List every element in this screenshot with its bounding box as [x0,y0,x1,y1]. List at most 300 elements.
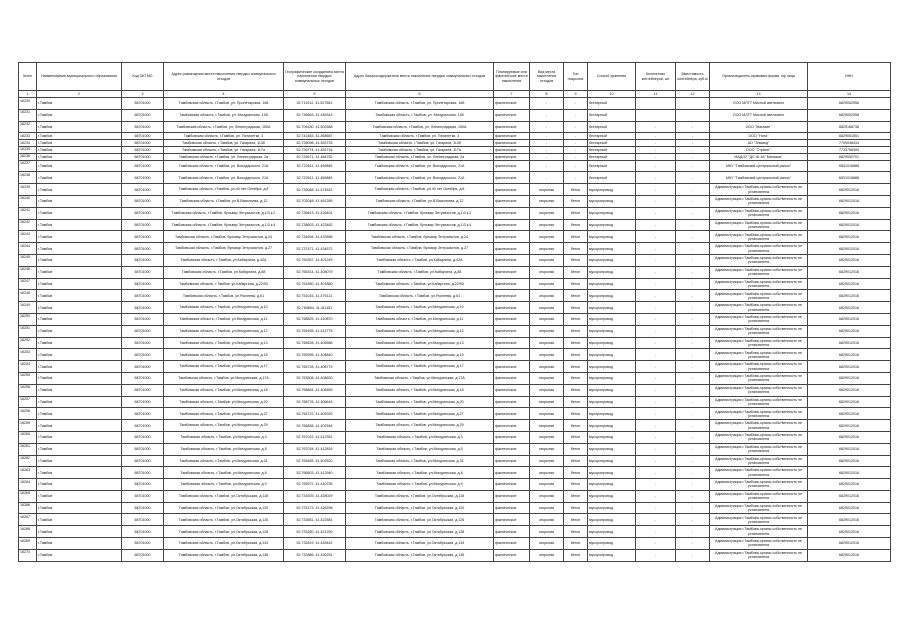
container-volume-cell: - [676,443,710,455]
municipality-cell: г.Тамбов [37,146,122,153]
storage-cell: мусоропровод [588,278,636,290]
municipality-cell: г.Тамбов [37,502,122,514]
storage-cell: бестарный [588,109,636,121]
column-number: 14 [808,91,891,98]
oktmo-cell: 68701000 [122,254,164,266]
organization-cell: Администрация г.Тамбова,органы собственность не установлена [710,372,808,384]
organization-cell: Администрация г.Тамбова,органы собственность не установлена [710,431,808,443]
table-row [19,184,891,196]
address-cell: Тамбовская область, г.Тамбов, ул.Октябрьская, д.128 [164,526,284,538]
cover-cell: бетон [564,431,588,443]
storage-cell: бестарный [588,146,636,153]
oktmo-cell: 68701000 [122,479,164,491]
coordinates-cell: 52.768864, 41.408559 [284,384,346,396]
organization-cell: Администрация г.Тамбова,органы собственность не установлена [710,443,808,455]
column-number: 12 [676,91,710,98]
organization-cell: Администрация г.Тамбова,органы собственность не установлена [710,184,808,196]
container-count-cell: - [636,254,676,266]
municipality-cell: г.Тамбов [37,526,122,538]
coordinates-cell: 52.739088, 41.474531 [284,184,346,196]
municipality-cell: г.Тамбов [37,313,122,325]
organization-cell: Администрация г.Тамбова,органы собственность не установлена [710,408,808,420]
oktmo-cell: 68701000 [122,420,164,432]
organization-cell: Администрация г.Тамбова,органы собственность не установлена [710,526,808,538]
col-header-address: Адрес размещения места накопления твердых коммунальных отходов [164,63,284,91]
row-id: 16249 [19,302,37,314]
row-id: 16250 [19,313,37,325]
planned-cell: фактическое [494,420,530,432]
address-cell: Тамбовская область, г.Тамбов, ул. Пятилетки, 3 [164,133,284,140]
coordinates-cell: 52.764722, 41.402925 [284,408,346,420]
container-volume-cell: - [676,254,710,266]
row-id: 16246 [19,266,37,278]
col-header-organization: Организационно-правовая форма, юр лица [710,63,808,91]
table-row [19,172,891,184]
planned-cell: фактическое [494,502,530,514]
organization-cell: ООО "Нота" [710,133,808,140]
inn-cell: 6829012016 [808,290,891,302]
municipality-cell: г.Тамбов [37,140,122,147]
municipality-cell: г.Тамбов [37,420,122,432]
storage-cell: мусоропровод [588,184,636,196]
municipality-cell: г.Тамбов [37,98,122,110]
container-count-cell: - [636,490,676,502]
storage-cell: мусоропровод [588,408,636,420]
container-volume-cell: - [676,538,710,550]
site-kind-cell: открытая [530,396,564,408]
row-id: 16255 [19,372,37,384]
oktmo-cell: 68701000 [122,384,164,396]
municipality-cell: г.Тамбов [37,467,122,479]
column-number: 3 [122,91,164,98]
coordinates-cell: 52.742483, 41.468687 [284,133,346,140]
col-header-storage: Способ хранения [588,63,636,91]
coordinates-cell: 52.733173, 41.426298 [284,502,346,514]
storage-cell: мусоропровод [588,290,636,302]
storage-cell: мусоропровод [588,526,636,538]
site-kind-cell: открытая [530,502,564,514]
row-id: 16266 [19,502,37,514]
planned-cell: фактическое [494,431,530,443]
coordinates-cell: 52.765314, 41.408079 [284,266,346,278]
holder-address-cell: Тамбовская область, г.Тамбов, ул. Гагарина, 113б [346,140,494,147]
holder-address-cell: Тамбовская область, г.Тамбов, ул.Мичуринская, д.5 [346,443,494,455]
cover-cell: - [564,140,588,147]
site-kind-cell: открытая [530,278,564,290]
planned-cell: фактическое [494,337,530,349]
oktmo-cell: 68701000 [122,160,164,172]
container-count-cell: - [636,195,676,207]
coordinates-cell: 52.722611, 41.459889 [284,172,346,184]
inn-cell: 6829012016 [808,325,891,337]
row-id: 16236 [19,153,37,160]
inn-cell: 6829012016 [808,549,891,561]
storage-cell: мусоропровод [588,479,636,491]
organization-cell: Администрация г.Тамбова,органы собственность не установлена [710,243,808,255]
holder-address-cell: Тамбовская область, г.Тамбов, бульвар Энтузиастов, д.27 [346,243,494,255]
municipality-cell: г.Тамбов [37,278,122,290]
inn-cell: 6829012016 [808,479,891,491]
municipality-cell: г.Тамбов [37,538,122,550]
row-id: 16267 [19,514,37,526]
container-count-cell: - [636,184,676,196]
col-header-coordinates: Географические координаты места накопления твердых коммунальных отходов [284,63,346,91]
container-count-cell: - [636,290,676,302]
container-volume-cell [676,109,710,121]
col-header-inn: ИНН [808,63,891,91]
table-row [19,479,891,491]
coordinates-cell: 52.767034, 41.412816 [284,443,346,455]
storage-cell: мусоропровод [588,349,636,361]
oktmo-cell: 68701000 [122,526,164,538]
holder-address-cell: Тамбовская область, г.Тамбов, ул.Мичуринская, д.31 [346,455,494,467]
table-row [19,160,891,172]
inn-cell: 6831016888 [808,160,891,172]
table-row [19,140,891,147]
planned-cell: фактическое [494,479,530,491]
site-kind-cell: открытая [530,455,564,467]
planned-cell: фактическое [494,514,530,526]
organization-cell: Администрация г.Тамбова,органы собственность не установлена [710,490,808,502]
column-number: 2 [37,91,122,98]
holder-address-cell: Тамбовская область, г.Тамбов, ул.Мичуринская, д.11 [346,313,494,325]
municipality-cell: г.Тамбов [37,372,122,384]
storage-cell: мусоропровод [588,396,636,408]
table-row [19,549,891,561]
storage-cell: мусоропровод [588,313,636,325]
inn-cell: 6829012016 [808,302,891,314]
row-id: 16237 [19,160,37,172]
table-row [19,455,891,467]
site-kind-cell: - [530,133,564,140]
coordinates-cell: 52.725671, 41.484752 [284,153,346,160]
site-kind-cell: - [530,172,564,184]
site-kind-cell: открытая [530,337,564,349]
site-kind-cell: - [530,109,564,121]
row-id: 16242 [19,219,37,231]
container-count-cell: - [636,455,676,467]
organization-cell: ООО МЛТТ Мясной светкомпл [710,109,808,121]
holder-address-cell: Тамбовская область, г.Тамбов, ул.Октябрьская, д.126 [346,514,494,526]
table-row [19,467,891,479]
organization-cell: Администрация г.Тамбова,органы собственность не установлена [710,455,808,467]
row-id: 16254 [19,361,37,373]
container-count-cell: - [636,408,676,420]
container-count-cell: - [636,231,676,243]
planned-cell: фактическое [494,243,530,255]
holder-address-cell: Тамбовская область, г.Тамбов, ул.Мичуринская, д.15 [346,349,494,361]
oktmo-cell: 68701000 [122,278,164,290]
cover-cell: бетон [564,361,588,373]
planned-cell: фактическое [494,443,530,455]
container-count-cell: - [636,443,676,455]
holder-address-cell: Тамбовская область, г.Тамбов, бульвар Энтузиастов, д.1/3 к.4 [346,219,494,231]
address-cell: Тамбовская область, г.Тамбов, ул.Октябрьская, д.136 [164,549,284,561]
site-kind-cell: открытая [530,325,564,337]
inn-cell: 6831016888 [808,172,891,184]
oktmo-cell: 68701000 [122,153,164,160]
container-volume-cell: - [676,290,710,302]
municipality-cell: г.Тамбов [37,302,122,314]
site-kind-cell: открытая [530,490,564,502]
site-kind-cell: - [530,98,564,110]
inn-cell: 6829012016 [808,502,891,514]
planned-cell: фактическое [494,109,530,121]
storage-cell: мусоропровод [588,302,636,314]
organization-cell: ООО "Стратег" [710,146,808,153]
holder-address-cell: Тамбовская область, г.Тамбов, ул.В.Васильева, д.12 [346,195,494,207]
container-volume-cell: - [676,133,710,140]
planned-cell: фактическое [494,526,530,538]
cover-cell: бетон [564,549,588,561]
municipality-cell: г.Тамбов [37,266,122,278]
cover-cell: бетон [564,349,588,361]
inn-cell: 6829012016 [808,195,891,207]
storage-cell: бестарный [588,153,636,160]
site-kind-cell: открытая [530,349,564,361]
column-number: 5 [284,91,346,98]
site-kind-cell: - [530,140,564,147]
table-row [19,302,891,314]
row-id: 16230 [19,98,37,110]
container-count-cell [636,98,676,110]
organization-cell: Администрация г.Тамбова,органы собственность не установлена [710,361,808,373]
cover-cell: бетон [564,490,588,502]
container-count-cell: - [636,121,676,133]
site-kind-cell: открытая [530,290,564,302]
municipality-cell: г.Тамбов [37,396,122,408]
municipality-cell: г.Тамбов [37,160,122,172]
planned-cell: фактическое [494,231,530,243]
inn-cell: 6829012016 [808,514,891,526]
site-kind-cell: открытая [530,479,564,491]
planned-cell: фактическое [494,467,530,479]
container-volume-cell: - [676,526,710,538]
column-number: 10 [588,91,636,98]
address-cell: Тамбовская область, г.Тамбов, ул.Октябрьская, д.126 [164,514,284,526]
oktmo-cell: 68701000 [122,121,164,133]
cover-cell: бетон [564,243,588,255]
cover-cell: бетон [564,231,588,243]
row-id: 16247 [19,278,37,290]
organization-cell: Администрация г.Тамбова,органы собственность не установлена [710,396,808,408]
organization-cell: Администрация г.Тамбова,органы собственность не установлена [710,337,808,349]
cover-cell: - [564,109,588,121]
container-count-cell: - [636,313,676,325]
site-kind-cell: открытая [530,302,564,314]
storage-cell: мусоропровод [588,549,636,561]
cover-cell: бетон [564,396,588,408]
organization-cell: Администрация г.Тамбова,органы собственность не установлена [710,254,808,266]
container-volume-cell: - [676,479,710,491]
address-cell: Тамбовская область, г.Тамбов, ул.Мичуринская, д.11 [164,313,284,325]
site-kind-cell: - [530,121,564,133]
container-volume-cell: - [676,490,710,502]
row-id: 16262 [19,455,37,467]
container-count-cell: - [636,302,676,314]
storage-cell: бестарный [588,121,636,133]
site-kind-cell: открытая [530,361,564,373]
cover-cell: бетон [564,254,588,266]
coordinates-cell: 52.761850, 41.401880 [284,278,346,290]
holder-address-cell: Тамбовская область, г.Тамбов, ул.Мичуринская, д.27 [346,408,494,420]
planned-cell: фактическое [494,384,530,396]
coordinates-cell: 52.736813, 41.426401 [284,207,346,219]
coordinates-cell: 52.726774, 41.452716 [284,146,346,153]
oktmo-cell: 68701000 [122,133,164,140]
holder-address-cell: Тамбовская область, г.Тамбов, ул.Октябрьская, д.134 [346,538,494,550]
oktmo-cell: 68701000 [122,302,164,314]
organization-cell: МКУ "Тамбовский центральный рынок" [710,172,808,184]
address-cell: Тамбовская область, г.Тамбов, ул. Ленинградская, 2а [164,153,284,160]
holder-address-cell: Тамбовская область, г.Тамбов, бульвар Энтузиастов, д.1/3 к.2 [346,207,494,219]
holder-address-cell: Тамбовская область, г.Тамбов, ул.Октябрьская, д.120 [346,502,494,514]
municipality-cell: г.Тамбов [37,325,122,337]
container-count-cell: - [636,396,676,408]
container-volume-cell: - [676,431,710,443]
table-row [19,396,891,408]
inn-cell: 6829012016 [808,526,891,538]
municipality-cell: г.Тамбов [37,231,122,243]
municipality-cell: г.Тамбов [37,172,122,184]
cover-cell: - [564,121,588,133]
col-header-container-count: Количество контейнеров, шт [636,63,676,91]
container-volume-cell [676,98,710,110]
coordinates-cell: 52.722611, 41.459889 [284,160,346,172]
holder-address-cell: Тамбовская область, г.Тамбов, ул.Мичуринская, д.18 [346,384,494,396]
container-volume-cell: - [676,549,710,561]
organization-cell: МКУ "Тамбовский центральный рынок" [710,160,808,172]
inn-cell: 6829052958 [808,109,891,121]
oktmo-cell: 68701000 [122,231,164,243]
container-count-cell: - [636,219,676,231]
storage-cell: мусоропровод [588,420,636,432]
address-cell: Тамбовская область, г.Тамбов, ул.Рылеева, д.61 [164,290,284,302]
inn-cell: 6829012016 [808,467,891,479]
inn-cell: 7733758393 [808,146,891,153]
table-row [19,538,891,550]
address-cell: Тамбовская область, г.Тамбов, ул.Мичуринская, д.5 [164,443,284,455]
table-row [19,325,891,337]
row-id: 16251 [19,325,37,337]
address-cell: Тамбовская область, г.Тамбов, ул.Мичуринская, д.13 [164,337,284,349]
site-kind-cell: открытая [530,538,564,550]
oktmo-cell: 68701000 [122,184,164,196]
municipality-cell: г.Тамбов [37,349,122,361]
municipality-cell: г.Тамбов [37,290,122,302]
site-kind-cell: открытая [530,526,564,538]
oktmo-cell: 68701000 [122,140,164,147]
cover-cell: бетон [564,266,588,278]
row-id: 16239 [19,184,37,196]
coordinates-cell: 52.734694, 41.433556 [284,231,346,243]
site-kind-cell: открытая [530,431,564,443]
coordinates-cell: 52.733929, 41.428029 [284,490,346,502]
site-kind-cell: открытая [530,184,564,196]
container-volume-cell: - [676,146,710,153]
municipality-cell: г.Тамбов [37,384,122,396]
storage-cell: мусоропровод [588,431,636,443]
address-cell: Тамбовская область, г.Тамбов, ул.Октябрьская, д.134 [164,538,284,550]
municipality-cell: г.Тамбов [37,121,122,133]
coordinates-cell: 52.732886, 41.420251 [284,549,346,561]
planned-cell: фактическое [494,195,530,207]
container-volume-cell: - [676,396,710,408]
organization-cell: МАДОУ "ДС № 48 "Малыши" [710,153,808,160]
planned-cell: фактическое [494,490,530,502]
table-row [19,195,891,207]
site-kind-cell: открытая [530,266,564,278]
cover-cell: бетон [564,443,588,455]
site-kind-cell: открытая [530,514,564,526]
container-volume-cell: - [676,313,710,325]
address-cell: Тамбовская область, г.Тамбов, ул.Мичуринская, д.12 [164,325,284,337]
container-volume-cell: - [676,372,710,384]
cover-cell: бетон [564,384,588,396]
container-count-cell: - [636,140,676,147]
container-volume-cell: - [676,266,710,278]
municipality-cell: г.Тамбов [37,514,122,526]
table-row [19,231,891,243]
column-number: 7 [494,91,530,98]
oktmo-cell: 68701000 [122,538,164,550]
cover-cell: бетон [564,514,588,526]
cover-cell: бетон [564,502,588,514]
municipality-cell: г.Тамбов [37,184,122,196]
container-volume-cell: - [676,467,710,479]
site-kind-cell: открытая [530,443,564,455]
address-cell: Тамбовская область, г.Тамбов, ул. Пролетарская, 168 [164,98,284,110]
table-row [19,290,891,302]
inn-cell: 6829012016 [808,337,891,349]
storage-cell: мусоропровод [588,467,636,479]
address-cell: Тамбовская область, г.Тамбов, ул.Кабаргина, д.42А [164,254,284,266]
column-number: 9 [564,91,588,98]
oktmo-cell: 68701000 [122,195,164,207]
cover-cell: бетон [564,184,588,196]
inn-cell: 6829012016 [808,455,891,467]
storage-cell: мусоропровод [588,195,636,207]
planned-cell: фактическое [494,254,530,266]
oktmo-cell: 68701000 [122,349,164,361]
row-id: 16238 [19,172,37,184]
container-count-cell: - [636,172,676,184]
storage-cell: бестарный [588,98,636,110]
address-cell: Тамбовская область, г.Тамбов, ул.В.Васильева, д.12 [164,195,284,207]
planned-cell: фактическое [494,372,530,384]
organization-cell: Администрация г.Тамбова,органы собственность не установлена [710,290,808,302]
planned-cell: фактическое [494,408,530,420]
oktmo-cell: 68701000 [122,219,164,231]
container-count-cell: - [636,337,676,349]
oktmo-cell: 68701000 [122,361,164,373]
coordinates-cell: 52.765465, 41.402520 [284,455,346,467]
planned-cell: фактическое [494,172,530,184]
coordinates-cell: 52.763357, 41.401249 [284,254,346,266]
planned-cell: фактическое [494,160,530,172]
inn-cell: 6829012016 [808,384,891,396]
organization-cell: Администрация г.Тамбова,органы собственность не установлена [710,349,808,361]
inn-cell: 6829012016 [808,207,891,219]
cover-cell: бетон [564,479,588,491]
holder-address-cell: Тамбовская область, г.Тамбов, ул.Мичуринская, д.9 [346,479,494,491]
row-id: 16260 [19,431,37,443]
planned-cell: фактическое [494,349,530,361]
holder-address-cell: Тамбовская область, г.Тамбов, ул. Ленинградская, 2а [346,153,494,160]
address-cell: Тамбовская область, г.Тамбов, ул.Мичуринская, д.31 [164,455,284,467]
coordinates-cell: 52.766503, 41.412940 [284,467,346,479]
holder-address-cell: Тамбовская область, г.Тамбов, ул.Мичуринская, д.3 [346,431,494,443]
